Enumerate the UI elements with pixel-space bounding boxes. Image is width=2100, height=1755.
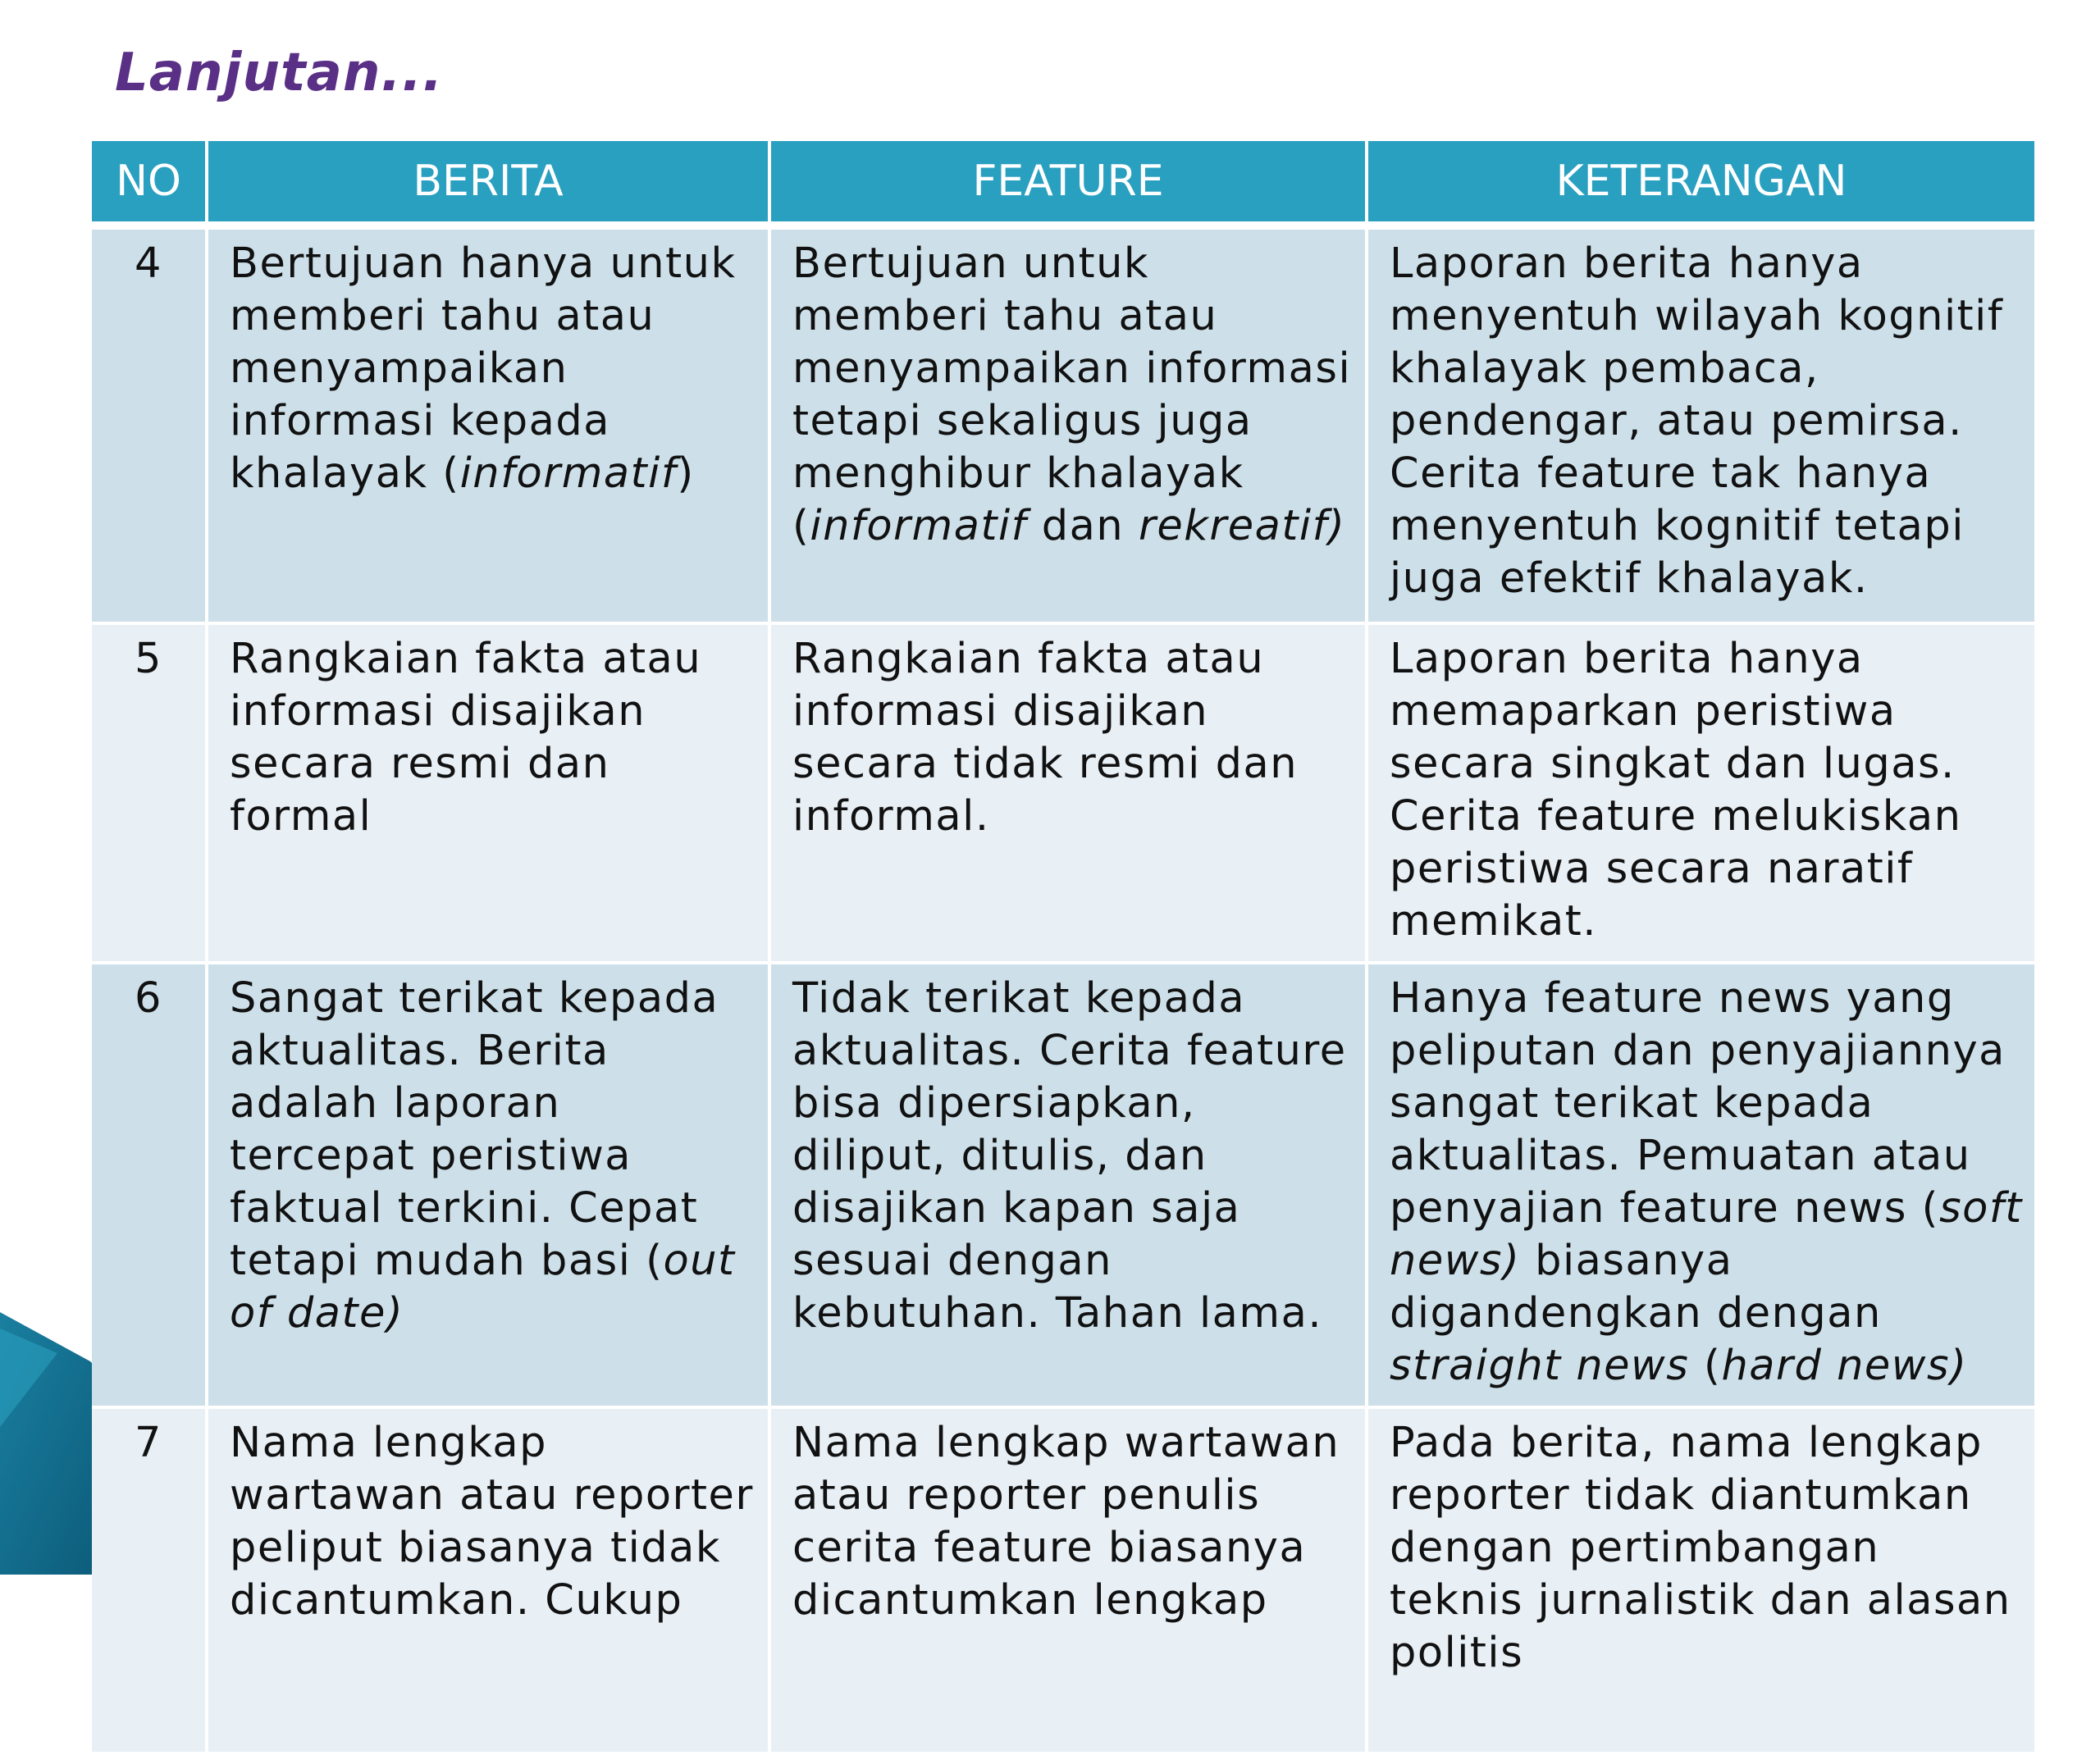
cell-keterangan: Laporan berita hanya memaparkan peristiwa secara singkat dan lugas. Cerita feature melukiskan peristiwa secara naratif memikat.: [1367, 623, 2036, 963]
table-row: [92, 226, 2036, 623]
cell-keterangan: Laporan berita hanya menyentuh wilayah kognitif khalayak pembaca, pendengar, atau pemirsa. Cerita feature tak hanya menyentuh kognitif tetapi juga efektif khalayak.: [1367, 226, 2036, 623]
header-berita: BERITA: [207, 141, 769, 226]
header-no: NO: [92, 141, 207, 226]
cell-berita: Bertujuan hanya untuk memberi tahu atau menyampaikan informasi kepada khalayak (informatif): [207, 226, 769, 623]
cell-no: 4: [92, 226, 207, 623]
cell-berita: Rangkaian fakta atau informasi disajikan secara resmi dan formal: [207, 623, 769, 963]
cell-keterangan: Pada berita, nama lengkap reporter tidak diantumkan dengan pertimbangan teknis jurnalistik dan alasan politis: [1367, 1407, 2036, 1753]
slide-title: Lanjutan...: [115, 43, 444, 103]
cell-feature: Rangkaian fakta atau informasi disajikan secara tidak resmi dan informal.: [769, 623, 1367, 963]
table-header-row: [92, 141, 2036, 226]
header-feature: FEATURE: [769, 141, 1367, 226]
cell-feature: Tidak terikat kepada aktualitas. Cerita feature bisa dipersiapkan, diliput, ditulis, dan disajikan kapan saja sesuai dengan kebutuhan. Tahan lama.: [769, 963, 1367, 1407]
cell-no: 7: [92, 1407, 207, 1753]
cell-berita: Sangat terikat kepada aktualitas. Berita adalah laporan tercepat peristiwa faktual terkini. Cepat tetapi mudah basi (out of date): [207, 963, 769, 1407]
table-row: [92, 623, 2036, 963]
cell-feature: Bertujuan untuk memberi tahu atau menyampaikan informasi tetapi sekaligus juga menghibur khalayak (informatif dan rekreatif): [769, 226, 1367, 623]
cell-no: 6: [92, 963, 207, 1407]
header-keterangan: KETERANGAN: [1367, 141, 2036, 226]
cell-no: 5: [92, 623, 207, 963]
table-row: [92, 1407, 2036, 1753]
cell-keterangan: Hanya feature news yang peliputan dan penyajiannya sangat terikat kepada aktualitas. Pemuatan atau penyajian feature news (soft news) biasanya digandengkan dengan straight news (hard news): [1367, 963, 2036, 1407]
cell-berita: Nama lengkap wartawan atau reporter peliput biasanya tidak dicantumkan. Cukup: [207, 1407, 769, 1753]
cell-feature: Nama lengkap wartawan atau reporter penulis cerita feature biasanya dicantumkan lengkap: [769, 1407, 1367, 1753]
comparison-table: [92, 141, 2038, 1755]
table-row: [92, 963, 2036, 1407]
